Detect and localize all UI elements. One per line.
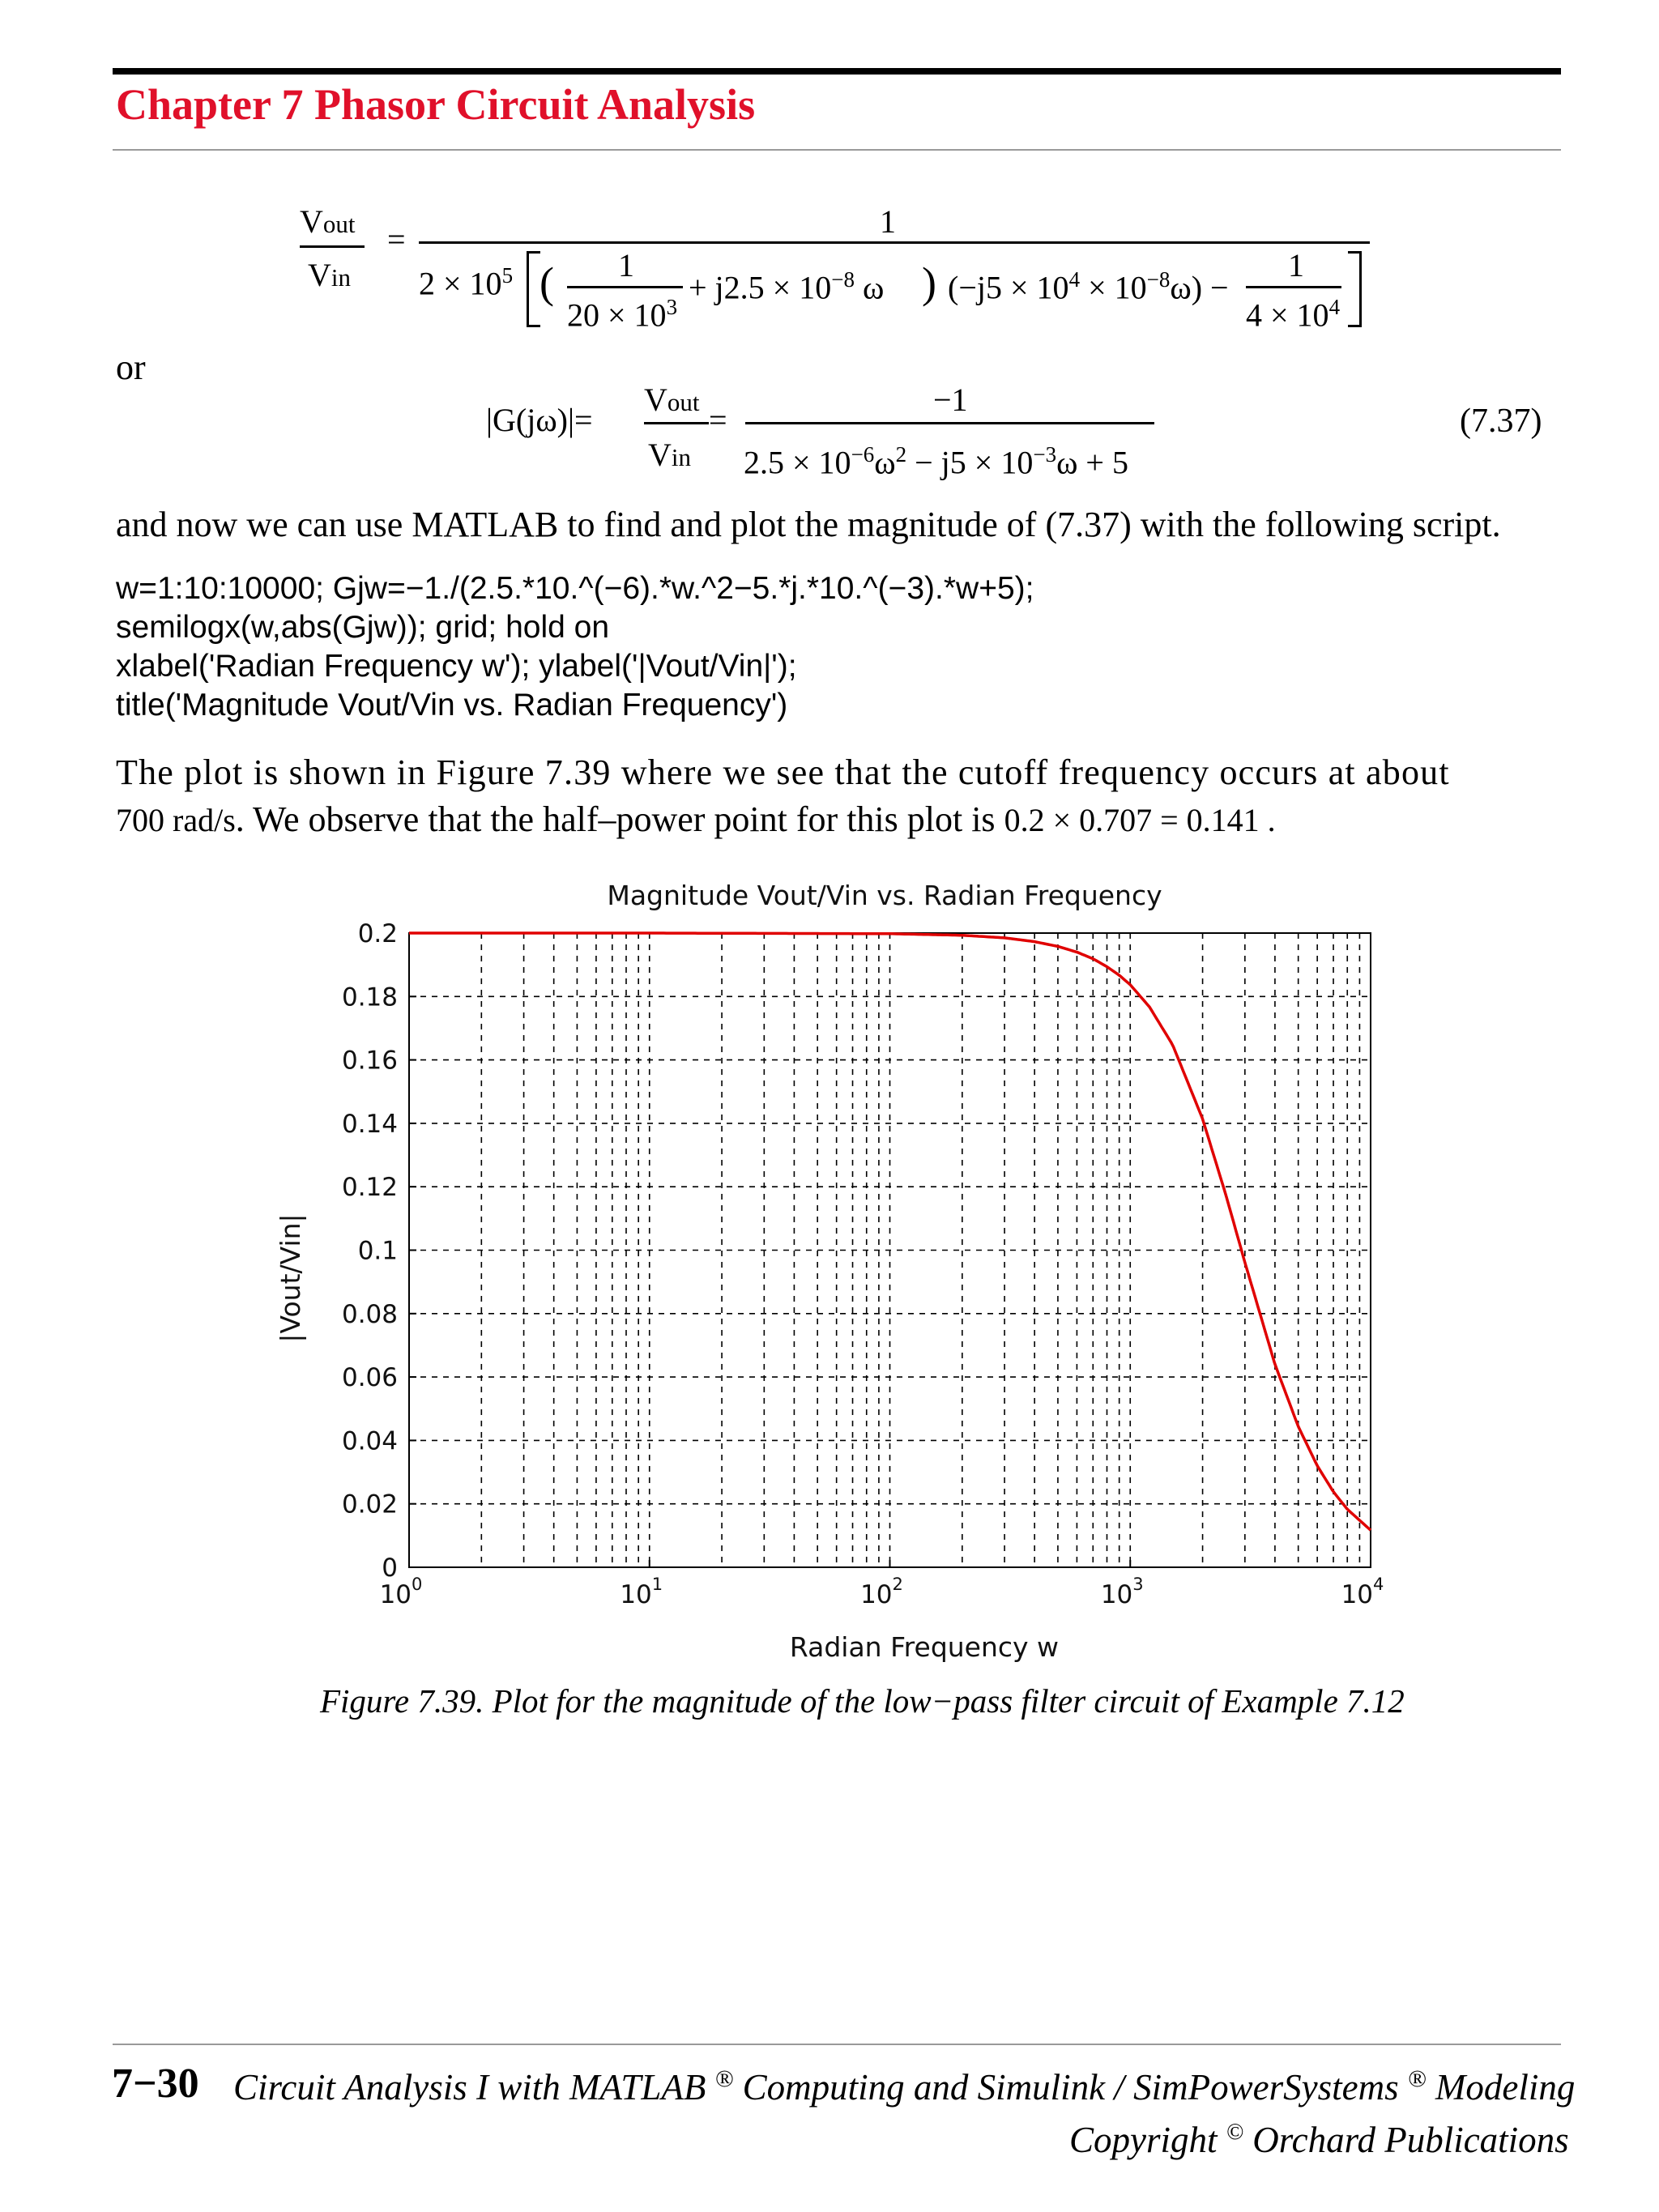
code-line: semilogx(w,abs(Gjw)); grid; hold on <box>116 610 610 645</box>
code-line: w=1:10:10000; Gjw=−1./(2.5.*10.^(−6).*w.^2−5.*j.*10.^(−3).*w+5); <box>116 571 1034 606</box>
y-tick-label: 0.06 <box>341 1363 398 1393</box>
eq2-lhs: |G(jω)|= <box>486 402 593 438</box>
eq2-equals: = <box>709 402 727 438</box>
y-tick-label: 0.2 <box>357 919 398 948</box>
eq1-left-paren: ( <box>539 258 554 307</box>
y-tick-label: 0.12 <box>341 1173 398 1203</box>
equation-number: (7.37) <box>1460 403 1542 440</box>
paragraph-plot-line1: The plot is shown in Figure 7.39 where we see that the cutoff frequency occurs at about <box>116 752 1450 792</box>
eq1-term2: + $j2.5 \times 10^{-8}$ ω <box>689 267 885 306</box>
y-axis-label: |Vout/Vin| <box>275 1213 306 1343</box>
x-tick-label: $10^4$ <box>1341 1575 1384 1609</box>
y-axis-ticks <box>342 919 416 1583</box>
y-tick-label: 0.16 <box>341 1046 398 1076</box>
eq1-equals: = <box>387 221 406 258</box>
x-tick-label: $10^2$ <box>860 1575 903 1609</box>
eq1-term3: $(-j5 \times 10^4 \times 10^{-8}\omega)$ − <box>948 267 1229 306</box>
chart-title: Magnitude Vout/Vin vs. Radian Frequency <box>607 880 1162 911</box>
y-tick-label: 0.14 <box>341 1109 398 1139</box>
paragraph-intro: and now we can use MATLAB to find and plot the magnitude of (7.37) with the following script. <box>116 505 1501 544</box>
chapter-title: Chapter 7 Phasor Circuit Analysis <box>116 80 756 129</box>
eq1-lhs-denominator: Vin <box>308 257 352 293</box>
x-tick-label: $10^1$ <box>620 1575 663 1609</box>
eq1-right-paren: ) <box>922 258 936 307</box>
x-tick-label: $10^3$ <box>1100 1575 1144 1609</box>
footer-rule <box>113 2044 1561 2045</box>
x-axis-label: Radian Frequency w <box>789 1631 1060 1663</box>
eq2-frac-denominator: Vin <box>648 437 692 473</box>
page-number: 7−30 <box>112 2061 199 2107</box>
x-tick-label: $10^0$ <box>379 1575 423 1609</box>
eq1-last-num: 1 <box>1288 247 1304 283</box>
y-tick-label: 0.18 <box>341 982 398 1012</box>
footer-book-title: Circuit Analysis I with MATLAB ® Computing and Simulink / SimPowerSystems ® Modeling <box>233 2065 1576 2108</box>
y-tick-label: 0.02 <box>341 1490 398 1519</box>
figure-caption: Figure 7.39. Plot for the magnitude of the low−pass filter circuit of Example 7.12 <box>320 1682 1405 1720</box>
code-line: title('Magnitude Vout/Vin vs. Radian Frequency') <box>116 688 788 722</box>
eq1-lhs-numerator: Vout <box>300 203 356 240</box>
eq2-denominator: $2.5 \times 10^{-6}\omega^2 - j5 \times 10^{-3}\omega + 5$ <box>744 442 1128 481</box>
paragraph-plot-line2: 700 rad/s. We observe that the half–power point for this plot is 0.2 × 0.707 = 0.141 . <box>116 799 1276 839</box>
or-text: or <box>116 347 146 387</box>
y-tick-label: 0.04 <box>341 1426 398 1456</box>
eq1-numerator: 1 <box>880 203 896 240</box>
y-tick-label: 0 <box>382 1554 398 1583</box>
code-line: xlabel('Radian Frequency w'); ylabel('|Vout/Vin|'); <box>116 649 797 684</box>
y-tick-label: 0.1 <box>357 1236 398 1266</box>
eq1-den-coeff: $2 \times 10^5$ <box>419 263 514 302</box>
y-tick-label: 0.08 <box>341 1299 398 1329</box>
eq1-inner-den: $20 \times 10^3$ <box>567 295 678 334</box>
footer-copyright: Copyright © Orchard Publications <box>1069 2120 1569 2160</box>
eq1-inner-num: 1 <box>618 247 634 283</box>
eq2-frac-numerator: Vout <box>644 381 700 418</box>
eq2-numerator: −1 <box>933 381 968 418</box>
chart-grid <box>409 933 1371 1567</box>
eq1-last-den: $4 \times 10^4$ <box>1246 295 1341 334</box>
